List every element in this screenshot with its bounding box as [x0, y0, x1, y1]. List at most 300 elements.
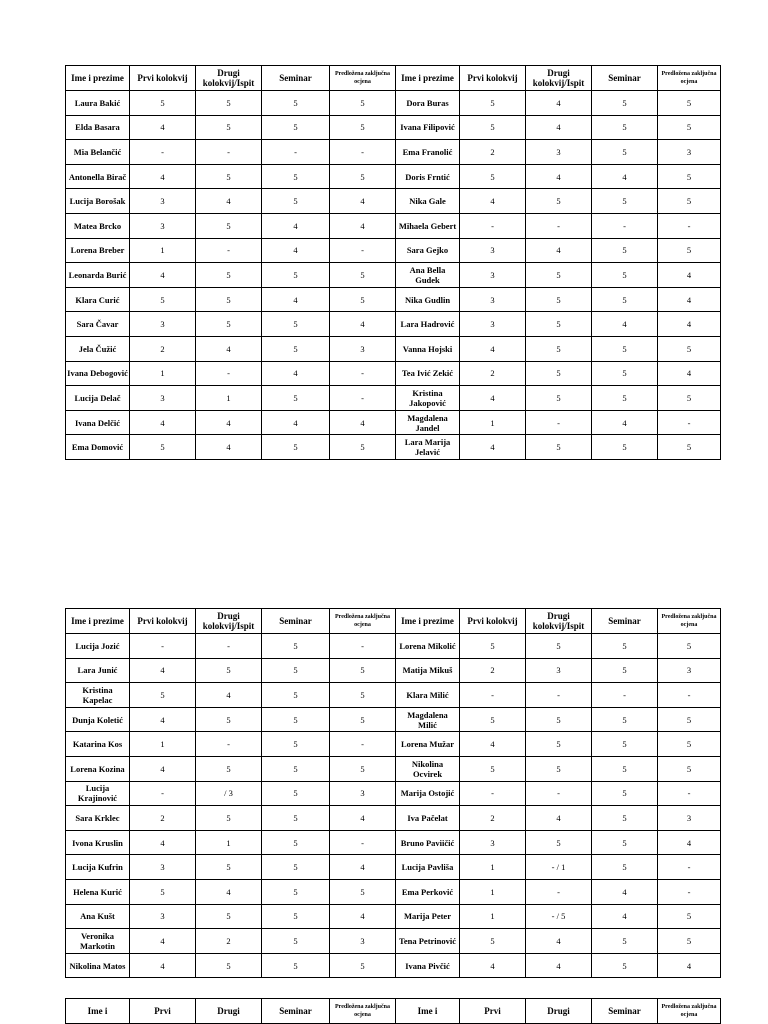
grade-cell: - [658, 781, 721, 806]
grade-cell: 5 [262, 830, 330, 855]
grade-cell: 1 [460, 410, 526, 435]
grade-cell: 5 [262, 634, 330, 659]
student-name-cell: Lucija Pavliša [396, 855, 460, 880]
grade-cell: 4 [526, 806, 592, 831]
grade-cell: 3 [460, 830, 526, 855]
grade-cell: 5 [592, 336, 658, 361]
student-name-cell: Lucija Krajinović [66, 781, 130, 806]
header-cell: Predložena zaključna ocjena [658, 999, 721, 1024]
grade-cell: 5 [460, 929, 526, 954]
header-cell: Ime i [66, 999, 130, 1024]
table-row [66, 410, 721, 435]
grade-cell: 4 [592, 904, 658, 929]
grade-cell: 5 [592, 140, 658, 165]
grade-cell: 4 [460, 435, 526, 460]
grade-cell: / 3 [196, 781, 262, 806]
grade-cell: 5 [460, 164, 526, 189]
header-cell: Seminar [592, 999, 658, 1024]
table-row [66, 213, 721, 238]
header-cell: Prvi [130, 999, 196, 1024]
grade-cell: 4 [262, 287, 330, 312]
grade-cell: 5 [262, 732, 330, 757]
grade-cell: - [658, 855, 721, 880]
header-cell: Ime i prezime [66, 66, 130, 91]
grade-cell: 5 [658, 756, 721, 781]
grade-cell: 3 [658, 140, 721, 165]
grade-cell: - [330, 634, 396, 659]
grade-cell: 1 [460, 904, 526, 929]
grade-cell: - [526, 683, 592, 708]
grade-cell: 4 [460, 386, 526, 411]
grade-cell: 5 [262, 756, 330, 781]
student-name-cell: Bruno Paviičić [396, 830, 460, 855]
grade-cell: 5 [592, 855, 658, 880]
table-row [66, 336, 721, 361]
student-name-cell: Lucija Borošak [66, 189, 130, 214]
grade-cell: 5 [658, 732, 721, 757]
grade-cell: - [196, 361, 262, 386]
grade-cell: 4 [330, 213, 396, 238]
grade-cell: 5 [330, 707, 396, 732]
header-cell: Drugi kolokvij/Ispit [196, 66, 262, 91]
grade-cell: - [526, 410, 592, 435]
grade-cell: 5 [262, 855, 330, 880]
student-name-cell: Ivana Pivčić [396, 953, 460, 978]
student-name-cell: Mia Belančić [66, 140, 130, 165]
grade-cell: - [526, 879, 592, 904]
grade-cell: - [658, 410, 721, 435]
grade-cell: 5 [658, 435, 721, 460]
grade-cell: 5 [658, 336, 721, 361]
grade-cell: 5 [592, 189, 658, 214]
grade-cell: 5 [658, 707, 721, 732]
student-name-cell: Laura Bakić [66, 91, 130, 116]
grade-cell: 1 [460, 855, 526, 880]
grade-cell: 5 [196, 312, 262, 337]
student-name-cell: Nika Gale [396, 189, 460, 214]
table-row [66, 189, 721, 214]
grade-cell: 5 [526, 189, 592, 214]
grade-cell: 1 [196, 386, 262, 411]
grade-cell: 4 [592, 164, 658, 189]
header-cell: Seminar [592, 66, 658, 91]
grade-cell: 5 [658, 189, 721, 214]
grade-cell: 5 [526, 756, 592, 781]
student-name-cell: Ivana Debogović [66, 361, 130, 386]
grade-cell: 3 [330, 781, 396, 806]
table-row [66, 781, 721, 806]
grade-cell: 4 [196, 879, 262, 904]
header-cell: Predložena zaključna ocjena [330, 999, 396, 1024]
student-name-cell: Matea Brcko [66, 213, 130, 238]
grade-cell: 4 [196, 410, 262, 435]
grade-cell: 4 [658, 287, 721, 312]
grade-cell: 4 [526, 238, 592, 263]
grade-cell: 5 [592, 263, 658, 288]
grade-cell: 5 [330, 953, 396, 978]
grade-cell: 4 [262, 238, 330, 263]
grade-cell: - [130, 140, 196, 165]
grade-cell: 5 [262, 336, 330, 361]
table-row [66, 91, 721, 116]
grade-cell: 5 [330, 287, 396, 312]
table-row [66, 287, 721, 312]
grade-cell: 5 [592, 435, 658, 460]
grade-cell: 3 [130, 904, 196, 929]
table-row [66, 732, 721, 757]
header-cell: Seminar [262, 609, 330, 634]
grade-cell: 4 [130, 756, 196, 781]
table-row [66, 683, 721, 708]
student-name-cell: Doris Frntić [396, 164, 460, 189]
header-row [66, 66, 721, 91]
grade-cell: 4 [196, 336, 262, 361]
grade-cell: 5 [658, 91, 721, 116]
student-name-cell: Ema Perković [396, 879, 460, 904]
table-row [66, 830, 721, 855]
grade-cell: 4 [130, 410, 196, 435]
table-row [66, 756, 721, 781]
grade-cell: 3 [130, 855, 196, 880]
grade-cell: 5 [262, 929, 330, 954]
table-row [66, 115, 721, 140]
student-name-cell: Ivona Kruslin [66, 830, 130, 855]
grade-cell: 5 [262, 781, 330, 806]
grade-cell: 5 [196, 213, 262, 238]
grade-cell: 5 [262, 263, 330, 288]
grade-cell: 5 [658, 386, 721, 411]
grade-cell: 4 [658, 830, 721, 855]
grade-cell: 3 [130, 213, 196, 238]
student-name-cell: Klara Curić [66, 287, 130, 312]
table-row [66, 806, 721, 831]
grade-cell: 4 [658, 312, 721, 337]
grade-cell: 4 [196, 683, 262, 708]
student-name-cell: Lara Marija Jelavić [396, 435, 460, 460]
table-row [66, 929, 721, 954]
grade-cell: 3 [460, 287, 526, 312]
grade-cell: 5 [592, 953, 658, 978]
table-row [66, 164, 721, 189]
grade-cell: 5 [460, 91, 526, 116]
student-name-cell: Nikolina Ocvirek [396, 756, 460, 781]
grade-cell: 5 [592, 732, 658, 757]
grade-cell: 5 [460, 707, 526, 732]
grade-cell: - [196, 140, 262, 165]
student-name-cell: Lorena Mužar [396, 732, 460, 757]
grade-cell: - [330, 140, 396, 165]
grade-cell: 4 [592, 312, 658, 337]
grade-cell: 5 [592, 781, 658, 806]
grade-cell: 5 [592, 634, 658, 659]
grade-cell: 5 [196, 756, 262, 781]
table-row [66, 904, 721, 929]
grade-cell: - [460, 683, 526, 708]
grade-cell: 4 [130, 115, 196, 140]
header-cell: Predložena zaključna ocjena [658, 609, 721, 634]
header-cell: Ime i prezime [396, 66, 460, 91]
header-cell: Drugi kolokvij/Ispit [196, 609, 262, 634]
student-name-cell: Iva Pačelat [396, 806, 460, 831]
grade-cell: 5 [658, 238, 721, 263]
grade-cell: - [460, 213, 526, 238]
grade-cell: - [330, 386, 396, 411]
grade-cell: 5 [262, 658, 330, 683]
grade-cell: 5 [526, 732, 592, 757]
grade-cell: 3 [526, 658, 592, 683]
grade-cell: 1 [130, 732, 196, 757]
grade-cell: 4 [592, 879, 658, 904]
grade-cell: 4 [130, 929, 196, 954]
student-name-cell: Mihaela Gebert [396, 213, 460, 238]
grade-cell: 5 [592, 386, 658, 411]
grade-cell: - [330, 830, 396, 855]
grade-cell: 5 [330, 164, 396, 189]
grade-cell: - [658, 683, 721, 708]
grade-cell: - / 1 [526, 855, 592, 880]
grade-cell: 5 [262, 164, 330, 189]
student-name-cell: Lara Junić [66, 658, 130, 683]
student-name-cell: Sara Krklec [66, 806, 130, 831]
header-cell: Predložena zaključna ocjena [330, 609, 396, 634]
grade-cell: 5 [262, 189, 330, 214]
grades-table-2 [65, 608, 721, 978]
grade-cell: 3 [130, 189, 196, 214]
student-name-cell: Lara Hadrović [396, 312, 460, 337]
student-name-cell: Ivana Filipović [396, 115, 460, 140]
student-name-cell: Kristina Jakopović [396, 386, 460, 411]
student-name-cell: Lorena Kozina [66, 756, 130, 781]
grade-cell: 5 [526, 263, 592, 288]
table-row [66, 855, 721, 880]
grade-cell: 5 [330, 658, 396, 683]
grade-cell: 4 [262, 361, 330, 386]
grade-cell: 5 [262, 904, 330, 929]
grade-cell: 5 [460, 115, 526, 140]
header-cell: Seminar [262, 999, 330, 1024]
grade-cell: 5 [196, 91, 262, 116]
grade-cell: 5 [330, 91, 396, 116]
grade-cell: 3 [330, 336, 396, 361]
student-name-cell: Nikolina Matos [66, 953, 130, 978]
grade-cell: 5 [196, 806, 262, 831]
header-cell: Prvi kolokvij [130, 66, 196, 91]
grades-table-3-partial [65, 998, 721, 1024]
table-row [66, 361, 721, 386]
grade-cell: - [330, 238, 396, 263]
grade-cell: 4 [526, 953, 592, 978]
student-name-cell: Ana Kušt [66, 904, 130, 929]
grade-cell: 4 [658, 263, 721, 288]
grade-cell: 5 [330, 435, 396, 460]
table-row [66, 263, 721, 288]
grade-cell: 5 [330, 115, 396, 140]
table-row [66, 312, 721, 337]
grade-cell: 2 [130, 806, 196, 831]
grade-cell: 4 [130, 164, 196, 189]
grade-cell: 2 [460, 140, 526, 165]
grade-cell: 5 [196, 263, 262, 288]
grade-cell: 1 [130, 361, 196, 386]
header-cell: Ime i prezime [66, 609, 130, 634]
grade-cell: 5 [130, 879, 196, 904]
student-name-cell: Helena Kurić [66, 879, 130, 904]
grade-cell: - [196, 732, 262, 757]
grade-cell: 4 [262, 213, 330, 238]
grade-cell: 5 [658, 115, 721, 140]
student-name-cell: Katarina Kos [66, 732, 130, 757]
grade-cell: 5 [330, 756, 396, 781]
header-cell: Predložena zaključna ocjena [330, 66, 396, 91]
grade-cell: 4 [330, 855, 396, 880]
grade-cell: 5 [526, 386, 592, 411]
grade-cell: - [130, 634, 196, 659]
table-row [66, 658, 721, 683]
header-cell: Seminar [592, 609, 658, 634]
grade-cell: 5 [196, 904, 262, 929]
grade-cell: 5 [130, 435, 196, 460]
student-name-cell: Veronika Markotin [66, 929, 130, 954]
grade-cell: - [526, 213, 592, 238]
grade-cell: 5 [262, 435, 330, 460]
grade-cell: 5 [526, 707, 592, 732]
grade-cell: 5 [592, 756, 658, 781]
grade-cell: 4 [526, 929, 592, 954]
grade-cell: 4 [330, 410, 396, 435]
grade-cell: 5 [526, 336, 592, 361]
grade-cell: 4 [526, 115, 592, 140]
student-name-cell: Tena Petrinović [396, 929, 460, 954]
grade-cell: 4 [196, 189, 262, 214]
header-cell: Ime i [396, 999, 460, 1024]
grade-cell: 5 [330, 879, 396, 904]
grade-cell: 2 [460, 361, 526, 386]
header-cell: Prvi kolokvij [460, 609, 526, 634]
header-cell: Drugi [196, 999, 262, 1024]
grade-cell: 5 [262, 707, 330, 732]
grade-cell: 3 [658, 806, 721, 831]
grade-cell: 5 [196, 115, 262, 140]
student-name-cell: Klara Milić [396, 683, 460, 708]
grade-cell: 2 [460, 658, 526, 683]
student-name-cell: Matija Mikuš [396, 658, 460, 683]
grade-cell: 5 [526, 435, 592, 460]
table-row [66, 634, 721, 659]
grade-cell: 4 [196, 435, 262, 460]
header-cell: Prvi kolokvij [460, 66, 526, 91]
grade-cell: - [658, 879, 721, 904]
header-cell: Seminar [262, 66, 330, 91]
grade-cell: 5 [658, 164, 721, 189]
grade-cell: 3 [330, 929, 396, 954]
student-name-cell: Lorena Breber [66, 238, 130, 263]
grade-cell: 5 [526, 830, 592, 855]
student-name-cell: Dora Buras [396, 91, 460, 116]
student-name-cell: Ema Domović [66, 435, 130, 460]
grade-cell: 5 [262, 115, 330, 140]
grade-cell: 5 [130, 91, 196, 116]
student-name-cell: Magdalena Jandel [396, 410, 460, 435]
grade-cell: 5 [592, 929, 658, 954]
grade-cell: - [196, 634, 262, 659]
grade-cell: 2 [130, 336, 196, 361]
grade-cell: 5 [262, 683, 330, 708]
grade-cell: 4 [658, 953, 721, 978]
student-name-cell: Ana Bella Gudek [396, 263, 460, 288]
table-row [66, 386, 721, 411]
grades-table-1 [65, 65, 721, 460]
grade-cell: 5 [130, 683, 196, 708]
grade-cell: 5 [262, 953, 330, 978]
header-cell: Prvi kolokvij [130, 609, 196, 634]
student-name-cell: Lucija Jozić [66, 634, 130, 659]
student-name-cell: Tea Ivić Zekić [396, 361, 460, 386]
student-name-cell: Marija Ostojić [396, 781, 460, 806]
grade-cell: 3 [130, 386, 196, 411]
grade-cell: 4 [658, 361, 721, 386]
grade-cell: 5 [658, 929, 721, 954]
grade-cell: 5 [592, 830, 658, 855]
table-row [66, 707, 721, 732]
grade-cell: 5 [592, 287, 658, 312]
grade-cell: 4 [130, 830, 196, 855]
student-name-cell: Dunja Koletić [66, 707, 130, 732]
grade-cell: 5 [196, 953, 262, 978]
student-name-cell: Marija Peter [396, 904, 460, 929]
grade-cell: 5 [460, 756, 526, 781]
grade-cell: 5 [460, 634, 526, 659]
table-row [66, 953, 721, 978]
grade-cell: - / 5 [526, 904, 592, 929]
grade-cell: 5 [592, 238, 658, 263]
grade-cell: - [658, 213, 721, 238]
grade-cell: - [592, 683, 658, 708]
grade-cell: - [196, 238, 262, 263]
grade-cell: - [330, 361, 396, 386]
grade-cell: 2 [460, 806, 526, 831]
grade-cell: 5 [262, 312, 330, 337]
grade-cell: 4 [130, 707, 196, 732]
grade-cell: 4 [130, 953, 196, 978]
header-cell: Prvi [460, 999, 526, 1024]
student-name-cell: Sara Čavar [66, 312, 130, 337]
student-name-cell: Ivana Delčić [66, 410, 130, 435]
student-name-cell: Elda Basara [66, 115, 130, 140]
grade-cell: - [460, 781, 526, 806]
grade-cell: 5 [196, 855, 262, 880]
grade-cell: 5 [658, 634, 721, 659]
grade-cell: 5 [330, 263, 396, 288]
grade-cell: 4 [130, 658, 196, 683]
header-row [66, 609, 721, 634]
grade-cell: 5 [262, 879, 330, 904]
grade-cell: 4 [130, 263, 196, 288]
grade-cell: 5 [526, 312, 592, 337]
grade-cell: 5 [130, 287, 196, 312]
grade-cell: - [130, 781, 196, 806]
student-name-cell: Vanna Hojski [396, 336, 460, 361]
grade-cell: 2 [196, 929, 262, 954]
student-name-cell: Lorena Mikolić [396, 634, 460, 659]
grade-cell: 5 [526, 287, 592, 312]
grade-cell: 5 [196, 658, 262, 683]
grade-cell: 5 [592, 91, 658, 116]
grade-cell: 3 [460, 263, 526, 288]
grade-cell: 5 [592, 707, 658, 732]
grade-cell: 4 [460, 953, 526, 978]
grade-cell: 5 [196, 287, 262, 312]
grade-cell: 5 [262, 91, 330, 116]
